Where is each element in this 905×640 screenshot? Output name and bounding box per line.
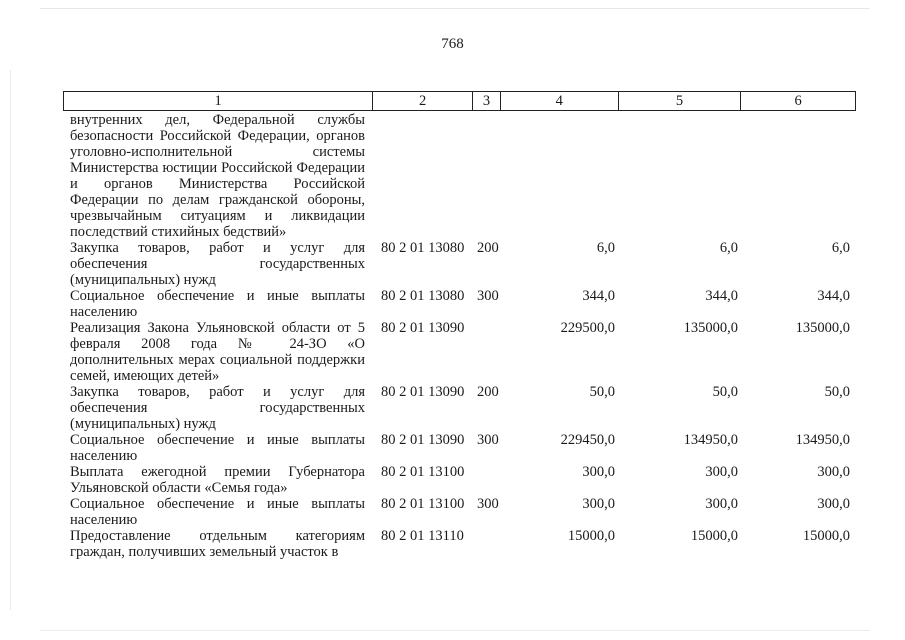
row-value-4: 229450,0 <box>560 432 615 448</box>
row-value-6: 300,0 <box>817 496 850 512</box>
row-type: 200 <box>477 384 499 400</box>
scan-edge-top <box>40 8 870 9</box>
column-header-2: 2 <box>373 92 473 110</box>
table-row <box>63 528 856 560</box>
row-value-4: 344,0 <box>582 288 615 304</box>
row-value-5: 134950,0 <box>683 432 738 448</box>
row-name: Социальное обеспечение и иные выплаты населению <box>70 496 365 528</box>
column-header-5: 5 <box>619 92 742 110</box>
table-row <box>63 496 856 528</box>
row-type: 200 <box>477 240 499 256</box>
row-code: 80 2 01 13090 <box>381 320 465 336</box>
row-name: Выплата ежегодной премии Губернатора Ульяновской области «Семья года» <box>70 464 365 496</box>
row-value-5: 300,0 <box>705 464 738 480</box>
row-code: 80 2 01 13090 <box>381 384 465 400</box>
table-row <box>63 288 856 320</box>
row-name: Социальное обеспечение и иные выплаты населению <box>70 288 365 320</box>
row-name: Закупка товаров, работ и услуг для обеспечения государственных (муниципальных) нужд <box>70 384 365 432</box>
row-code: 80 2 01 13100 <box>381 464 465 480</box>
row-value-5: 6,0 <box>719 240 738 256</box>
row-value-4: 15000,0 <box>567 528 615 544</box>
row-value-5: 344,0 <box>705 288 738 304</box>
row-value-6: 6,0 <box>831 240 850 256</box>
row-name: Предоставление отдельным категориям граждан, получивших земельный участок в <box>70 528 365 560</box>
row-value-5: 15000,0 <box>690 528 738 544</box>
row-value-4: 300,0 <box>582 464 615 480</box>
scan-edge-left <box>10 70 11 610</box>
row-code: 80 2 01 13100 <box>381 496 465 512</box>
row-name: Закупка товаров, работ и услуг для обеспечения государственных (муниципальных) нужд <box>70 240 365 288</box>
column-header-4: 4 <box>501 92 619 110</box>
row-value-5: 135000,0 <box>683 320 738 336</box>
row-name: Социальное обеспечение и иные выплаты населению <box>70 432 365 464</box>
row-code: 80 2 01 13110 <box>381 528 464 544</box>
table-header <box>63 91 856 111</box>
row-code: 80 2 01 13080 <box>381 288 465 304</box>
row-value-4: 229500,0 <box>560 320 615 336</box>
row-value-6: 15000,0 <box>802 528 850 544</box>
row-value-5: 50,0 <box>712 384 738 400</box>
page-number: 768 <box>441 36 464 52</box>
row-type: 300 <box>477 288 499 304</box>
table-row <box>63 112 856 240</box>
column-header-1: 1 <box>64 92 373 110</box>
column-header-6: 6 <box>794 93 802 109</box>
table-row <box>63 320 856 384</box>
table-row <box>63 240 856 288</box>
column-header-3: 3 <box>473 92 501 110</box>
row-name: внутренних дел, Федеральной службы безопасности Российской Федерации, органов уголовно-исполнительной системы Министерства юстиции Российской Федерации и органов Министерства Российской Федерации по делам гражданской обороны, чрезвычайным ситуациям и ликвидации последствий стихийных бедствий» <box>70 112 365 240</box>
table-row <box>63 464 856 496</box>
row-value-4: 6,0 <box>596 240 615 256</box>
row-value-6: 135000,0 <box>795 320 850 336</box>
budget-table <box>63 91 856 560</box>
scan-edge-bottom <box>40 630 870 631</box>
row-value-6: 300,0 <box>817 464 850 480</box>
row-value-4: 50,0 <box>589 384 615 400</box>
row-value-5: 300,0 <box>705 496 738 512</box>
row-type: 300 <box>477 432 499 448</box>
table-row <box>63 384 856 432</box>
row-type: 300 <box>477 496 499 512</box>
row-value-4: 300,0 <box>582 496 615 512</box>
table-row <box>63 432 856 464</box>
row-code: 80 2 01 13080 <box>381 240 465 256</box>
row-value-6: 344,0 <box>817 288 850 304</box>
row-name: Реализация Закона Ульяновской области от 5 февраля 2008 года № 24-ЗО «О дополнительных мерах социальной поддержки семей, имеющих детей» <box>70 320 365 384</box>
row-value-6: 50,0 <box>824 384 850 400</box>
row-code: 80 2 01 13090 <box>381 432 465 448</box>
row-value-6: 134950,0 <box>795 432 850 448</box>
